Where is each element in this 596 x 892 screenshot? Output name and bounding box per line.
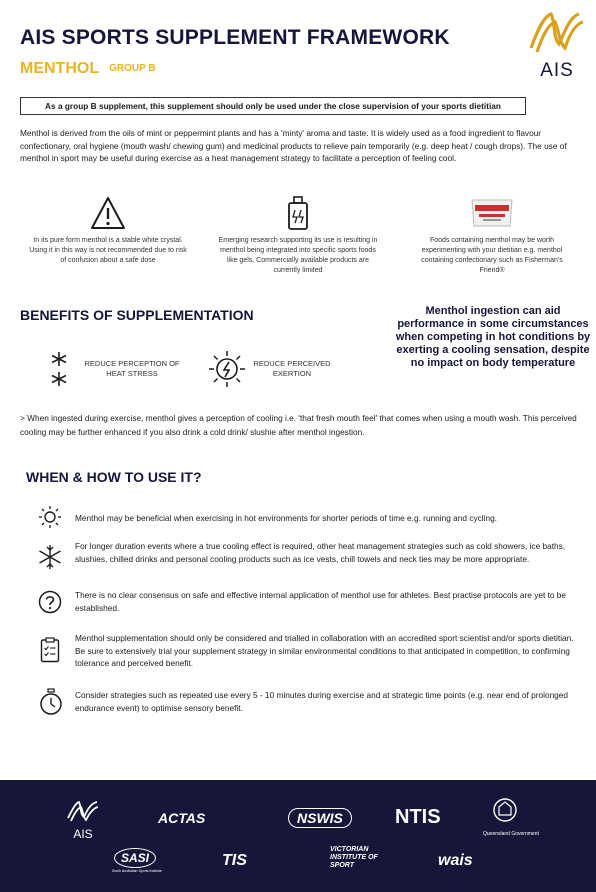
ais-logo-text: AIS [540,60,574,81]
benefits-heading: BENEFITS OF SUPPLEMENTATION [20,307,254,323]
intro-paragraph: Menthol is derived from the oils of mint or peppermint plants and has a 'minty' aroma and taste. It is widely used as a food ingredient to flavour confectionary, oral hygiene (mouth wash/ chewing gum) and medicinal products to relieve pain temporarily (e.g. deep heat / cough drops). The use of menthol in sport may be useful during exercise as a heat management strategy to facilitate a perception of feeling cool. [20,128,567,163]
snowflake-icon [38,544,62,570]
info-text-confectionary: Foods containing menthol may be worth experimenting with your dietitian e.g. menthol containing confectionary such as Fisherman's Friend® [421,237,563,274]
info-text-sports-foods: Emerging research supporting its use is resulting in menthol being integrated into specific sports foods like gels. Commercially available products are currently limited [218,237,378,274]
benefit-heat-stress: REDUCE PERCEPTION OF HEAT STRESS [84,359,180,378]
usage-heading: WHEN & HOW TO USE IT? [26,469,202,485]
usage-item-longer-events [30,540,570,580]
benefit-exertion-icon-group [208,350,246,393]
footer-logo-actas: ACTAS [158,810,206,826]
footer-logo-nswis: NSWIS [288,808,352,828]
usage-item-hot-environments [30,505,570,533]
footer-logo-sasi-subtext: South Australian Sports Institute [112,869,162,873]
cooling-text: When ingested during exercise, menthol gives a perception of cooling i.e. 'that fresh mouth feel' that comes when using a mouth wash. This perceived cooling may be further enhanced if you also drink a cold drink/ slushie after menthol ingestion. [20,413,577,437]
usage-item-strategies [30,688,570,718]
benefit-perceived-exertion: REDUCE PERCEIVED EXERTION [253,359,331,378]
footer-logo-tis: TIS [222,852,247,869]
benefit-heat-icon-group [48,350,70,388]
snowflake-icon [48,350,70,388]
partner-logos-footer [0,780,596,892]
gel-bottle-icon [285,196,311,230]
clipboard-icon [40,637,60,663]
performance-callout: Menthol ingestion can aid performance in some circumstances when competing in hot conditions by exerting a cooling sensation, despite no impact on body temperature [395,305,591,369]
usage-text-hot-environments: Menthol may be beneficial when exercising in hot environments for shorter periods of time e.g. running and cycling. [75,513,497,523]
group-label: GROUP B [109,63,156,74]
footer-logo-ntis: NTIS [395,806,441,828]
usage-text-no-consensus: There is no clear consensus on safe and effective internal application of menthol use for athletes. Best practise protocols are yet to be established. [75,590,567,613]
usage-text-longer-events: For longer duration events where a true cooling effect is required, other heat management strategies such as cold showers, ice baths, slushies, chilled drinks and personal cooling products such as ice vests, chill towels and neck ties may be more appropriate. [75,541,566,564]
cooling-note [20,411,592,439]
supplement-name [20,60,156,78]
ais-logo [527,8,587,82]
usage-item-no-consensus [30,589,570,619]
usage-item-collaboration [30,632,574,672]
footer-logo-sasi-text: SASI [114,848,156,868]
stopwatch-icon [39,688,63,716]
footer-logo-wais: wais [438,852,473,869]
info-column-pure-form [28,196,188,266]
footer-logo-victorian: VICTORIAN INSTITUTE OF SPORT [330,846,378,869]
info-text-pure-form: In its pure form menthol is a stable white crystal. Using it in this way is not recommended due to risk of confusion about a safe dose [29,237,187,264]
supplement-label: MENTHOL [20,60,100,77]
footer-logo-queensland-text: Queensland Government [483,831,539,837]
ais-footer-mark [66,800,100,822]
ais-logo-mark [527,8,587,60]
question-icon [38,590,62,614]
cooling-marker: > [20,413,25,423]
info-column-sports-foods [218,196,378,276]
usage-text-strategies: Consider strategies such as repeated use every 5 - 10 minutes during exercise and at strategic time points (e.g. near end of prolonged endurance event) to optimise sensory benefit. [75,690,569,713]
sun-icon [38,505,62,529]
page-title: AIS SPORTS SUPPLEMENT FRAMEWORK [20,26,450,49]
sun-exertion-icon [208,350,246,388]
footer-logo-queensland [483,796,539,837]
footer-logo-ais-text: AIS [73,827,93,841]
warning-icon [90,196,126,230]
usage-text-collaboration: Menthol supplementation should only be considered and trialled in collaboration with an accredited sport scientist and/or sports dietitian. Be sure to extensively trial your supplement strategy in similar environmental conditions to that anticipated in competition, to confirming tolerance and perceived benefit. [75,633,574,668]
footer-logo-sasi [112,848,162,873]
lozenge-pack-icon [469,196,515,230]
queensland-crest-icon [490,796,520,826]
info-column-confectionary [412,196,572,276]
footer-logo-ais [66,800,100,840]
supervision-notice: As a group B supplement, this supplement should only be used under the close supervision of your sports dietitian [20,97,526,115]
